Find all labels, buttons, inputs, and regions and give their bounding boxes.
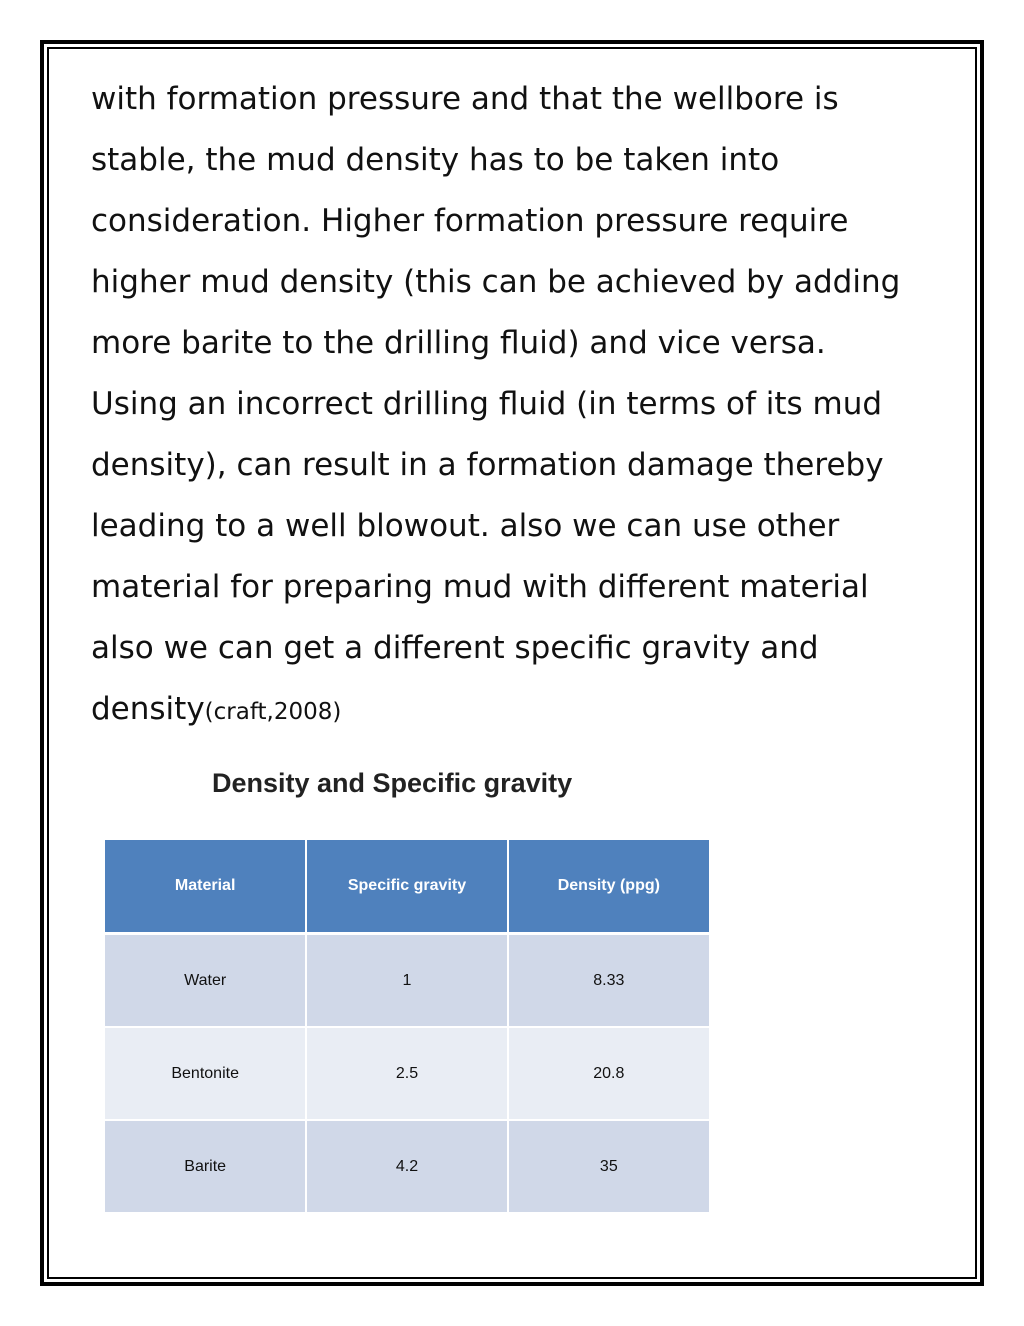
paragraph-line: with formation pressure and that the wellbore is bbox=[91, 81, 839, 117]
paragraph-line: stable, the mud density has to be taken into bbox=[91, 142, 780, 178]
paragraph-line: material for preparing mud with different material bbox=[91, 569, 869, 605]
paragraph-last-word: density bbox=[91, 691, 205, 727]
cell-density: 8.33 bbox=[508, 934, 709, 1028]
header-material: Material bbox=[105, 840, 306, 934]
paragraph-line: consideration. Higher formation pressure require bbox=[91, 203, 849, 239]
cell-specific-gravity: 2.5 bbox=[306, 1027, 507, 1120]
cell-material: Bentonite bbox=[105, 1027, 306, 1120]
table-row bbox=[105, 934, 709, 1028]
table-title: Density and Specific gravity bbox=[212, 768, 573, 798]
citation: (craft,2008) bbox=[204, 699, 342, 725]
header-density: Density (ppg) bbox=[508, 840, 709, 934]
cell-material: Barite bbox=[105, 1120, 306, 1213]
table-header-row bbox=[105, 840, 709, 934]
cell-specific-gravity: 4.2 bbox=[306, 1120, 507, 1213]
paragraph-line: also we can get a different specific gravity and bbox=[91, 630, 819, 666]
paragraph-line: higher mud density (this can be achieved by adding bbox=[91, 264, 901, 300]
table-row bbox=[105, 1027, 709, 1120]
paragraph-line: Using an incorrect drilling fluid (in terms of its mud bbox=[91, 386, 883, 422]
paragraph-line: density), can result in a formation damage thereby bbox=[91, 447, 884, 483]
header-specific-gravity: Specific gravity bbox=[306, 840, 507, 934]
paragraph-line: leading to a well blowout. also we can use other bbox=[91, 508, 840, 544]
paragraph-last-line bbox=[91, 679, 991, 740]
cell-density: 20.8 bbox=[508, 1027, 709, 1120]
table-row bbox=[105, 1120, 709, 1213]
paragraph-line: more barite to the drilling fluid) and vice versa. bbox=[91, 325, 826, 361]
cell-material: Water bbox=[105, 934, 306, 1028]
cell-density: 35 bbox=[508, 1120, 709, 1213]
cell-specific-gravity: 1 bbox=[306, 934, 507, 1028]
density-table bbox=[105, 840, 709, 1214]
body-paragraph bbox=[91, 69, 991, 740]
